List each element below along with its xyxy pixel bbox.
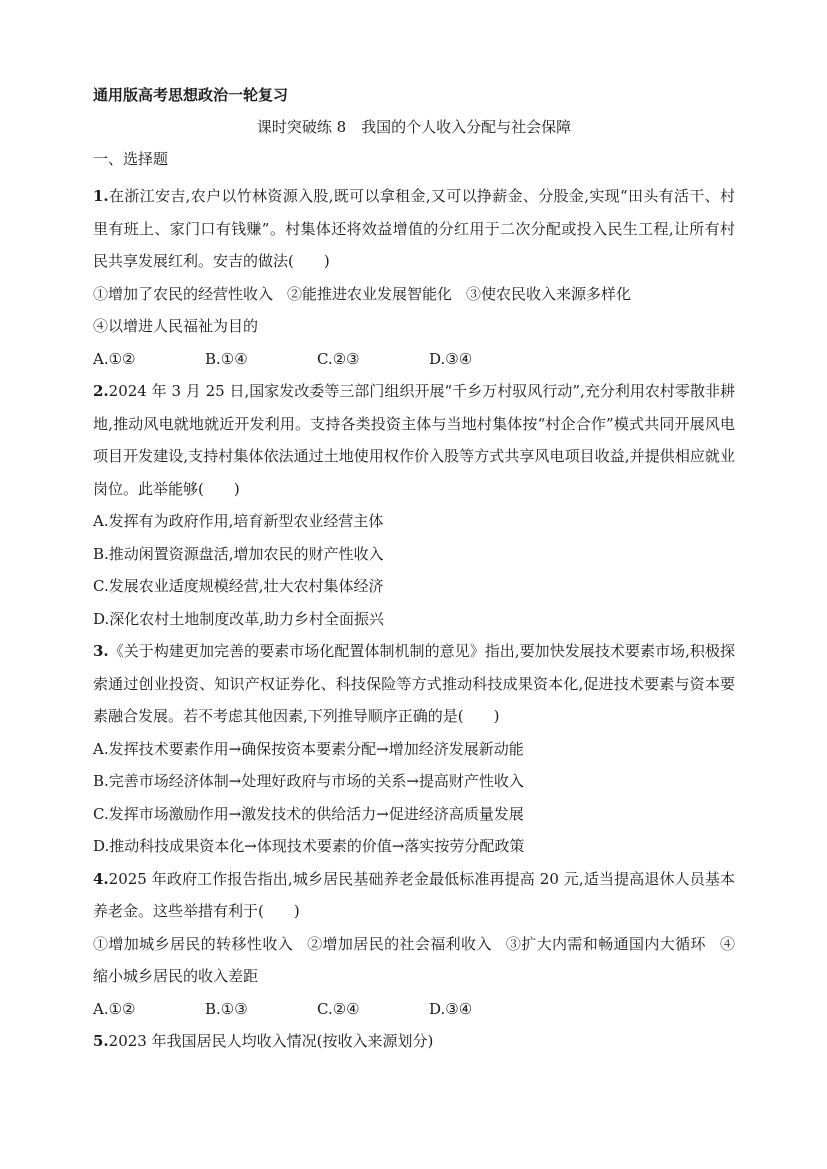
question-number: 4. <box>93 869 109 888</box>
statement: ②能推进农业发展智能化 <box>287 284 453 303</box>
answer-choices <box>93 343 735 376</box>
question-stem: 4.2025 年政府工作报告指出,城乡居民基础养老金最低标准再提高 20 元,适当提高退休人员基本养老金。这些举措有利于( ) <box>93 869 735 920</box>
question-1 <box>93 180 735 375</box>
choice-a[interactable]: A.发挥有为政府作用,培育新型农业经营主体 <box>93 512 384 530</box>
question-number: 3. <box>93 642 109 660</box>
question-stem: 3.《关于构建更加完善的要素市场化配置体制机制的意见》指出,要加快发展技术要素市场,积极探索通过创业投资、知识产权证券化、科技保险等方式推动科技成果资本化,促进技术要素与资本要素融合发展。若不考虑其他因素,下列推导顺序正确的是( ) <box>93 642 735 725</box>
page-title: 课时突破练 8 我国的个人收入分配与社会保障 <box>256 118 572 136</box>
question-text: 2025 年政府工作报告指出,城乡居民基础养老金最低标准再提高 20 元,适当提高退休人员基本养老金。这些举措有利于( <box>93 869 735 920</box>
choice-d[interactable]: D.③④ <box>429 349 473 368</box>
choice-b[interactable]: B.①③ <box>205 999 248 1018</box>
choice-d[interactable]: D.③④ <box>429 999 473 1018</box>
question-text: 《关于构建更加完善的要素市场化配置体制机制的意见》指出,要加快发展技术要素市场,积极探索通过创业投资、知识产权证券化、科技保险等方式推动科技成果资本化,促进技术要素与资本要素融合发展。若不考虑其他因素,下列推导顺序正确的是( <box>93 642 735 725</box>
choice-d[interactable]: D.推动科技成果资本化→体现技术要素的价值→落实按劳分配政策 <box>93 837 525 855</box>
section-title: 一、选择题 <box>93 150 169 168</box>
statement: ①增加了农民的经营性收入 <box>93 284 274 303</box>
question-text: 在浙江安吉,农户以竹林资源入股,既可以拿租金,又可以挣薪金、分股金,实现“田头有活干、村里有班上、家门口有钱赚”。村集体还将效益增值的分红用于二次分配或投入民生工程,让所有村民共享发展红利。安吉的做法( <box>93 187 735 270</box>
question-3 <box>93 635 735 863</box>
question-stem <box>93 1025 735 1058</box>
choice-b[interactable]: B.推动闲置资源盘活,增加农民的财产性收入 <box>93 544 384 563</box>
statements-line <box>93 278 735 311</box>
question-number: 1. <box>93 187 109 205</box>
series-header: 通用版高考思想政治一轮复习 <box>93 86 289 104</box>
choice-b[interactable]: B.完善市场经济体制→处理好政府与市场的关系→提高财产性收入 <box>93 772 524 790</box>
choice-c[interactable]: C.发挥市场激励作用→激发技术的供给活力→促进经济高质量发展 <box>93 804 524 823</box>
question-stem: 1.在浙江安吉,农户以竹林资源入股,既可以拿租金,又可以挣薪金、分股金,实现“田头有活干、村里有班上、家门口有钱赚”。村集体还将效益增值的分红用于二次分配或投入民生工程,让所有村民共享发展红利。安吉的做法( ) <box>93 187 735 270</box>
statements-paragraph <box>93 928 735 993</box>
question-2 <box>93 375 735 635</box>
question-5 <box>93 1025 735 1058</box>
question-stem: 2.2024 年 3 月 25 日,国家发改委等三部门组织开展“千乡万村驭风行动”,充分利用农村零散非耕地,推动风电就地就近开发利用。支持各类投资主体与当地村集体按“村企合作”模式共同开展风电项目开发建设,支持村集体依法通过土地使用权作价入股等方式共享风电项目收益,并提供相应就业岗位。此举能够( ) <box>93 382 735 498</box>
document-page <box>93 84 735 1058</box>
statement: ④缩小城乡居民的收入差距 <box>93 934 735 985</box>
choice-d[interactable]: D.深化农村土地制度改革,助力乡村全面振兴 <box>93 609 385 628</box>
choice-b[interactable]: B.①④ <box>205 349 248 368</box>
choice-c[interactable]: C.发展农业适度规模经营,壮大农村集体经济 <box>93 577 384 595</box>
statement: ①增加城乡居民的转移性收入 <box>93 934 294 953</box>
question-number: 2. <box>93 382 109 400</box>
choice-a[interactable]: A.①② <box>93 999 136 1018</box>
question-text: 2024 年 3 月 25 日,国家发改委等三部门组织开展“千乡万村驭风行动”,充分利用农村零散非耕地,推动风电就地就近开发利用。支持各类投资主体与当地村集体按“村企合作”模式共同开展风电项目开发建设,支持村集体依法通过土地使用权作价入股等方式共享风电项目收益,并提供相应就业岗位。此举能够( <box>93 382 735 498</box>
statement: ②增加居民的社会福利收入 <box>307 934 492 953</box>
choice-a[interactable]: A.发挥技术要素作用→确保按资本要素分配→增加经济发展新动能 <box>93 739 524 758</box>
choice-c[interactable]: C.②③ <box>317 349 360 368</box>
choice-c[interactable]: C.②④ <box>317 999 360 1018</box>
question-4 <box>93 863 735 1026</box>
choice-a[interactable]: A.①② <box>93 349 136 368</box>
statement: ③扩大内需和畅通国内大循环 <box>505 934 706 953</box>
question-text: 2023 年我国居民人均收入情况(按收入来源划分) <box>108 1032 434 1050</box>
question-number: 5. <box>93 1032 109 1050</box>
statements-line <box>93 310 735 343</box>
answer-choices <box>93 993 735 1026</box>
statement: ③使农民收入来源多样化 <box>466 284 632 303</box>
statement: ④以增进人民福祉为目的 <box>93 317 259 335</box>
